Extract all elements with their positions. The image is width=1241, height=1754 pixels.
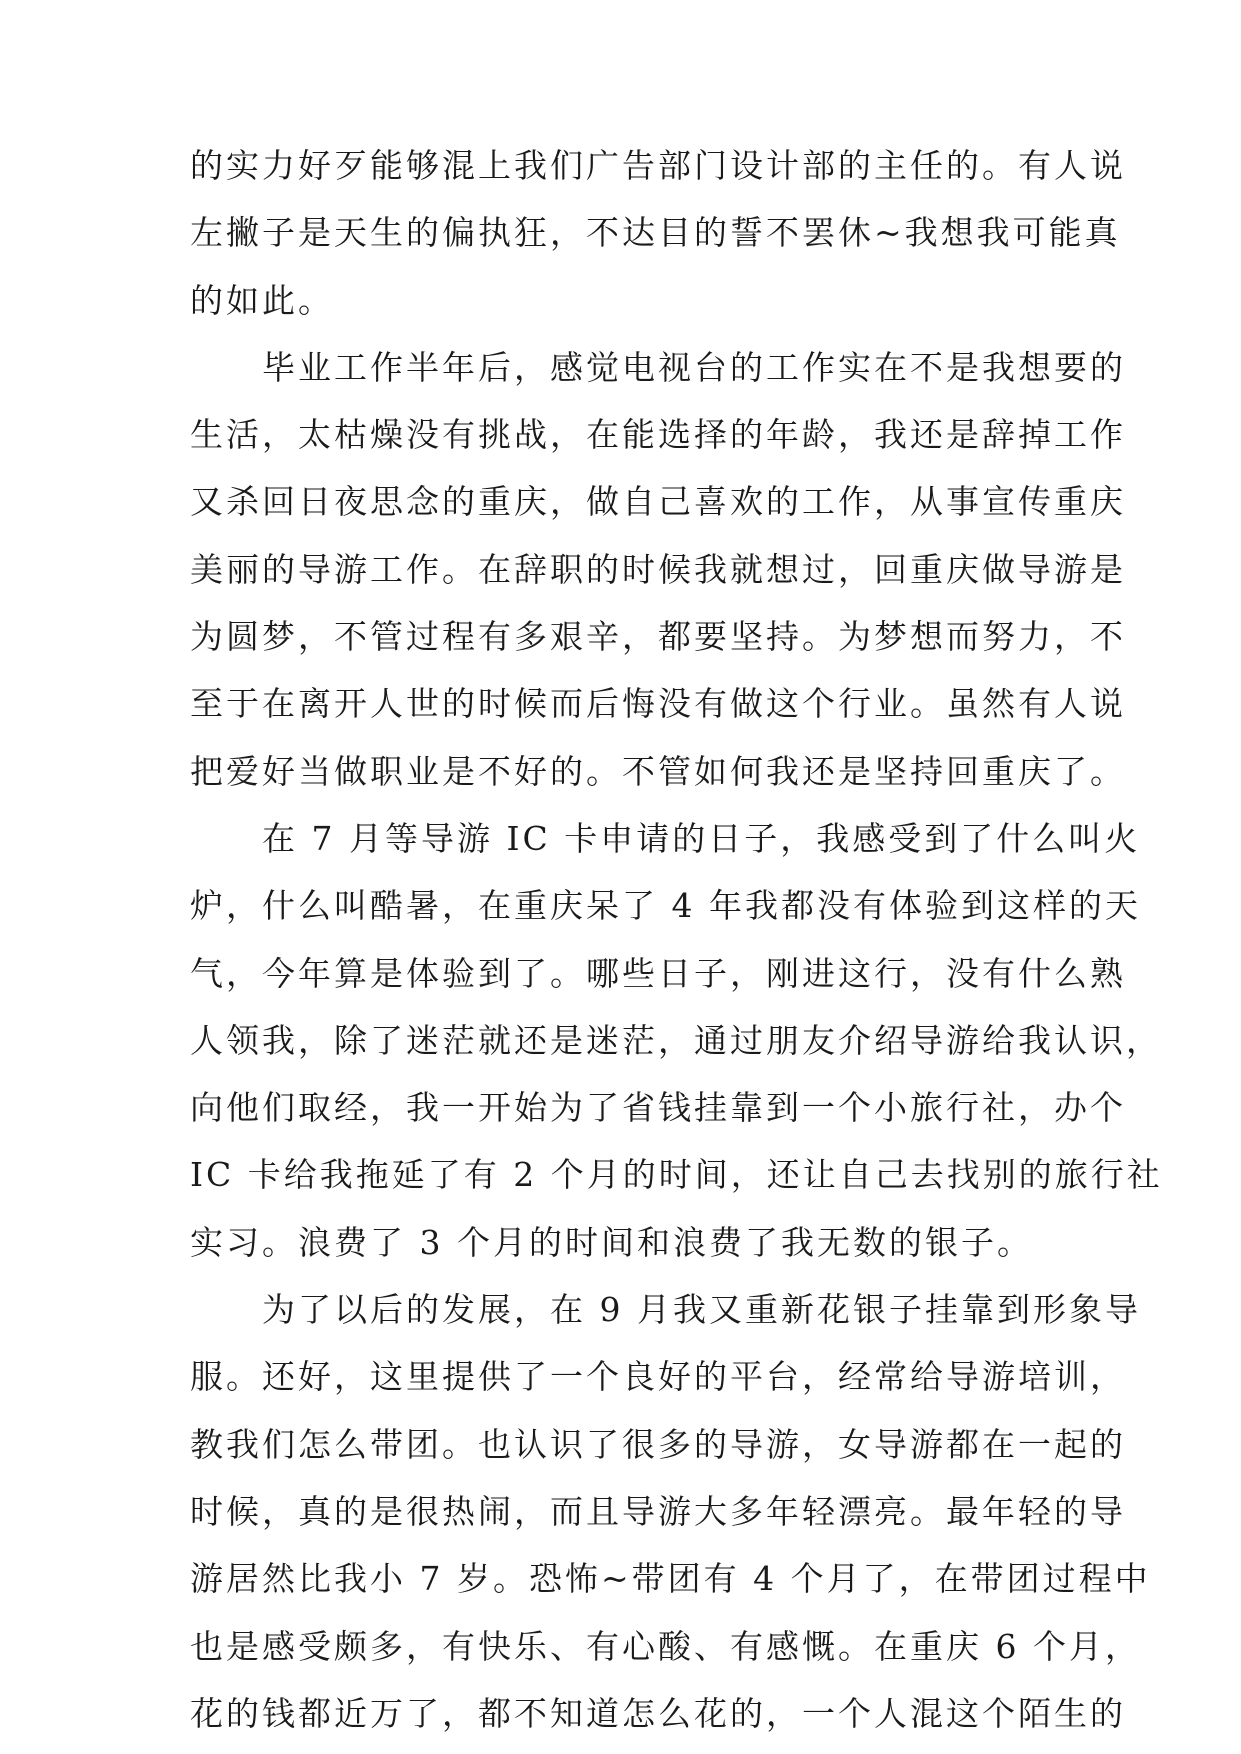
text-line: 花的钱都近万了，都不知道怎么花的，一个人混这个陌生的 xyxy=(190,1693,1126,1733)
text-line: 美丽的导游工作。在辞职的时候我就想过，回重庆做导游是 xyxy=(190,549,1126,589)
text-line: 左撇子是天生的偏执狂，不达目的誓不罢休~我想我可能真 xyxy=(190,213,1121,253)
text-line: 气，今年算是体验到了。哪些日子，刚进这行，没有什么熟 xyxy=(190,953,1126,993)
text-line: 时候，真的是很热闹，而且导游大多年轻漂亮。最年轻的导 xyxy=(190,1491,1126,1531)
text-line: 人领我，除了迷茫就还是迷茫，通过朋友介绍导游给我认识， xyxy=(190,1020,1162,1060)
text-line: 向他们取经，我一开始为了省钱挂靠到一个小旅行社，办个 xyxy=(190,1088,1126,1128)
text-line: 毕业工作半年后，感觉电视台的工作实在不是我想要的 xyxy=(190,347,1126,387)
text-line: 游居然比我小 7 岁。恐怖~带团有 4 个月了，在带团过程中 xyxy=(190,1559,1151,1599)
text-line: 的如此。 xyxy=(190,280,334,320)
text-line: 为了以后的发展，在 9 月我又重新花银子挂靠到形象导 xyxy=(190,1290,1141,1330)
text-line: 教我们怎么带团。也认识了很多的导游，女导游都在一起的 xyxy=(190,1424,1126,1464)
text-line: IC 卡给我拖延了有 2 个月的时间，还让自己去找别的旅行社 xyxy=(190,1155,1163,1195)
text-line: 为圆梦，不管过程有多艰辛，都要坚持。为梦想而努力，不 xyxy=(190,617,1126,657)
text-line: 在 7 月等导游 IC 卡申请的日子，我感受到了什么叫火 xyxy=(190,818,1141,858)
text-line: 服。还好，这里提供了一个良好的平台，经常给导游培训， xyxy=(190,1357,1126,1397)
text-line: 把爱好当做职业是不好的。不管如何我还是坚持回重庆了。 xyxy=(190,751,1126,791)
text-line: 炉，什么叫酷暑，在重庆呆了 4 年我都没有体验到这样的天 xyxy=(190,886,1141,926)
text-line: 的实力好歹能够混上我们广告部门设计部的主任的。有人说 xyxy=(190,146,1126,185)
text-line: 实习。浪费了 3 个月的时间和浪费了我无数的银子。 xyxy=(190,1222,1033,1262)
text-line: 至于在离开人世的时候而后悔没有做这个行业。虽然有人说 xyxy=(190,684,1126,724)
body-text xyxy=(190,132,1163,1747)
text-line: 又杀回日夜思念的重庆，做自己喜欢的工作，从事宣传重庆 xyxy=(190,482,1126,522)
text-line: 生活，太枯燥没有挑战，在能选择的年龄，我还是辞掉工作 xyxy=(190,415,1126,455)
text-line: 也是感受颇多，有快乐、有心酸、有感慨。在重庆 6 个月， xyxy=(190,1626,1141,1666)
